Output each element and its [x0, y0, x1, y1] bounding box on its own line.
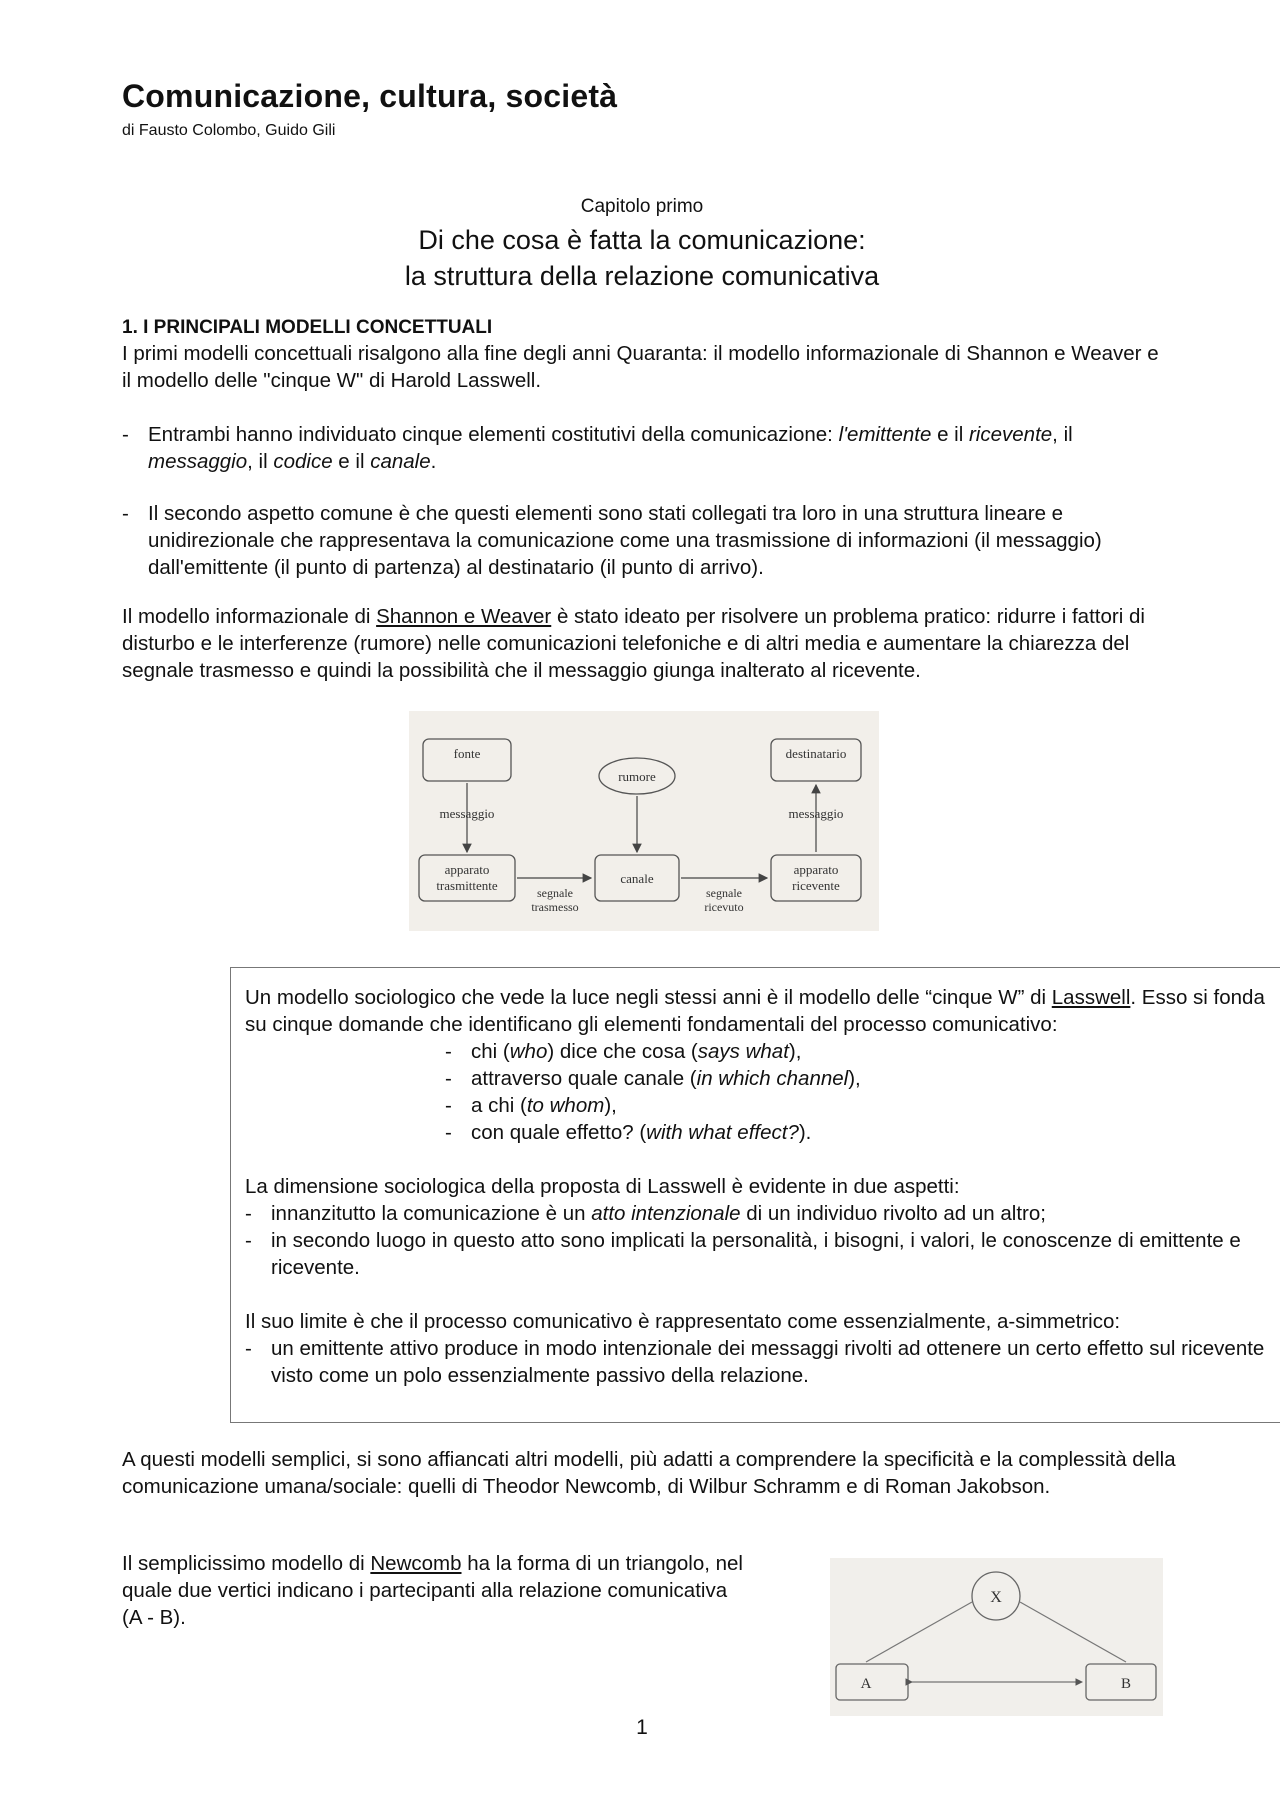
list-item: - un emittente attivo produce in modo intenzionale dei messaggi rivolti ad ottenere un certo effetto sul ricevente visto come un polo essenzialmente passivo della relazione. — [245, 1337, 1265, 1387]
sociological-dimension-intro: La dimensione sociologica della proposta di Lasswell è evidente in due aspetti: — [245, 1175, 960, 1198]
rumore-label: rumore — [618, 769, 656, 784]
document-title: Comunicazione, cultura, società — [122, 78, 618, 114]
svg-text:ricevuto: ricevuto — [704, 900, 744, 914]
page-number: 1 — [636, 1716, 648, 1739]
bullet-linear-structure-text: Il secondo aspetto comune è che questi elementi sono stati collegati tra loro in una struttura lineare e unidirezionale che rappresentava la comunicazione come una trasmissione di informazioni (il messaggio) dall'emittente (il punto di partenza) al destinatario (il punto di arrivo). — [148, 502, 1102, 579]
newcomb-diagram — [830, 1558, 1163, 1716]
bullet-elements — [122, 421, 1182, 475]
a-label: A — [860, 1676, 872, 1692]
five-w-list — [445, 1038, 1280, 1146]
chapter-label: Capitolo primo — [580, 196, 704, 217]
list-item: - innanzitutto la comunicazione è un atto intenzionale di un individuo rivolto ad un altro; — [245, 1202, 1046, 1225]
fonte-label: fonte — [453, 746, 481, 761]
bullet-elements-text: Entrambi hanno individuato cinque elementi costitutivi della comunicazione: l'emittente e il ricevente, il messaggio, il codice e il canale. — [148, 423, 1073, 473]
shannon-weaver-link[interactable]: Shannon e Weaver — [376, 605, 552, 628]
limit-intro: Il suo limite è che il processo comunicativo è rappresentato come essenzialmente, a-simmetrico: — [245, 1310, 1121, 1333]
svg-text:trasmittente: trasmittente — [436, 878, 498, 893]
destinatario-label: destinatario — [785, 746, 847, 761]
bullet-linear-structure — [122, 500, 1182, 581]
b-label: B — [1120, 1676, 1132, 1692]
bullet-dash: - — [122, 502, 129, 525]
other-models-paragraph: A questi modelli semplici, si sono affiancati altri modelli, più adatti a comprendere la specificità e la complessità della comunicazione umana/sociale: quelli di Theodor Newcomb, di Wilbur Schramm e di Roman Jakobson. — [122, 1448, 1176, 1498]
lasswell-intro: Un modello sociologico che vede la luce negli stessi anni è il modello delle “cinque W” di Lasswell. Esso si fonda su cinque domande che identificano gli elementi fondamentali del processo comunicativo: — [245, 986, 1265, 1036]
chapter-title — [122, 222, 1162, 294]
a-box — [836, 1664, 908, 1700]
svg-text:segnale: segnale — [706, 886, 742, 900]
list-item: - in secondo luogo in questo atto sono implicati la personalità, i bisogni, i valori, le conoscenze di emittente e ricevente. — [245, 1229, 1241, 1279]
shannon-weaver-diagram — [409, 711, 879, 931]
newcomb-link[interactable]: Newcomb — [370, 1552, 462, 1575]
messaggio-left-label: messaggio — [439, 806, 495, 821]
sociological-dimension-list — [245, 1200, 1280, 1281]
list-item: - chi (who) dice che cosa (says what), — [445, 1040, 802, 1063]
limit-list — [245, 1335, 1280, 1389]
messaggio-right-label: messaggio — [788, 806, 844, 821]
lasswell-box — [230, 967, 1280, 1423]
bullet-dash: - — [122, 423, 129, 446]
x-label: X — [990, 1589, 1002, 1606]
intro-paragraph: I primi modelli concettuali risalgono alla fine degli anni Quaranta: il modello informazionale di Shannon e Weaver e il modello delle "cinque W" di Harold Lasswell. — [122, 342, 1159, 392]
list-item: - con quale effetto? (with what effect?). — [445, 1121, 812, 1144]
list-item: - attraverso quale canale (in which channel), — [445, 1067, 861, 1090]
canale-label: canale — [620, 871, 654, 886]
svg-text:apparato: apparato — [793, 862, 839, 877]
chapter-title-line-1: Di che cosa è fatta la comunicazione: — [418, 225, 866, 255]
svg-text:ricevente: ricevente — [792, 878, 840, 893]
svg-text:apparato: apparato — [444, 862, 490, 877]
newcomb-paragraph: Il semplicissimo modello di Newcomb ha la forma di un triangolo, nel quale due vertici indicano i partecipanti alla relazione comunicativa (A - B). — [122, 1552, 743, 1629]
svg-text:segnale: segnale — [537, 886, 573, 900]
svg-text:trasmesso: trasmesso — [531, 900, 579, 914]
shannon-paragraph: Il modello informazionale di Shannon e Weaver è stato ideato per risolvere un problema pratico: ridurre i fattori di disturbo e le interferenze (rumore) nelle comunicazioni telefoniche e di altri media e aumentare la chiarezza del segnale trasmesso e quindi la possibilità che il messaggio giunga inalterato al ricevente. — [122, 605, 1145, 682]
lasswell-link[interactable]: Lasswell — [1051, 986, 1131, 1009]
section-heading: 1. I PRINCIPALI MODELLI CONCETTUALI — [122, 317, 493, 338]
document-authors: di Fausto Colombo, Guido Gili — [122, 122, 336, 139]
chapter-title-line-2: la struttura della relazione comunicativa — [404, 261, 880, 291]
list-item: - a chi (to whom), — [445, 1094, 617, 1117]
